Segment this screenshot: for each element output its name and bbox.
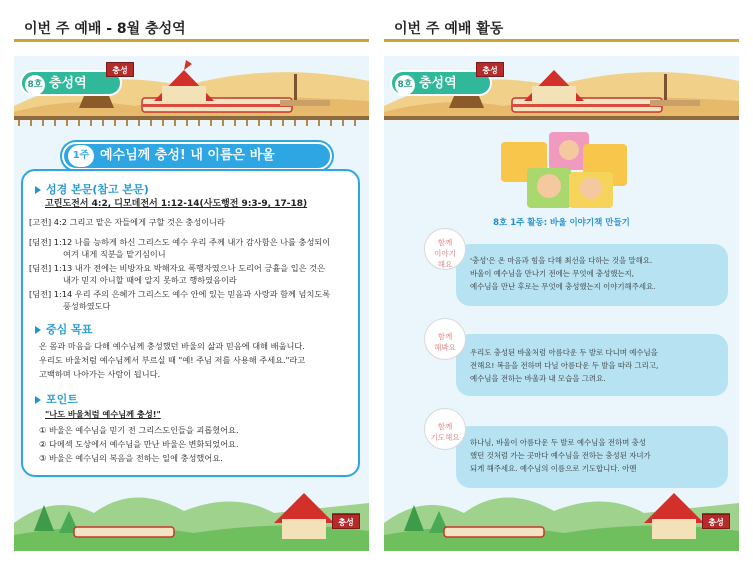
bullet-triangle-icon (35, 396, 41, 404)
station-sign: 충성 (476, 62, 504, 77)
station-number: 8호 (25, 75, 45, 95)
bullet-triangle-icon (35, 186, 41, 194)
week-title-box (62, 142, 332, 170)
bottom-station-sign: 충성 (332, 514, 360, 529)
scripture-heading: 성경 본문(참고 본문) (35, 181, 149, 197)
bubble-line: 하나님, 바울이 아름다운 두 발로 예수님을 전하며 충성 (470, 438, 646, 447)
bubble-line: 했던 것처럼 가는 곳마다 예수님을 전하는 충성된 자녀가 (470, 451, 651, 460)
point-item: ③ 바울은 예수님의 복음을 전하는 일에 충성했어요. (39, 453, 223, 463)
activity-title: 8호 1주 활동: 바울 이야기책 만들기 (493, 218, 630, 228)
do-together-label: 함께 해봐요 (424, 318, 466, 360)
goal-heading: 중심 목표 (35, 321, 92, 337)
point-item: ① 바울은 예수님을 믿기 전 그리스도인들을 괴롭혔어요. (39, 425, 239, 435)
points-heading: 포인트 (35, 391, 78, 407)
bottom-station-sign: 충성 (702, 514, 730, 529)
left-heading-line (14, 39, 369, 42)
do-together-bubble (456, 334, 728, 396)
scripture-reference: 고린도전서 4:2, 디모데전서 1:12-14(사도행전 9:3-9, 17-18) (45, 199, 308, 209)
bubble-line: 우리도 충성된 바울처럼 아름다운 두 발로 다니며 예수님을 (470, 348, 658, 357)
goal-line: 고백하며 나아가는 사람이 됩니다. (39, 369, 161, 379)
bubble-line: 예수님을 전하는 바울과 내 모습을 그려요. (470, 374, 606, 383)
goal-line: 온 몸과 마음을 다해 예수님께 충성했던 바울의 삶과 믿음에 대해 배웁니다. (39, 341, 305, 351)
verse-line: 풍성하였도다 (63, 301, 111, 311)
lesson-content-card (21, 169, 360, 477)
verse-line: [딤전] 1:12 나를 능하게 하신 그리스도 예수 우리 주께 내가 감사함은 나를 충성되이 (29, 237, 331, 247)
right-heading-line (384, 39, 739, 42)
bottom-landscape-illustration (384, 483, 739, 551)
station-number: 8호 (395, 75, 415, 95)
worship-sheet-panel (14, 56, 369, 551)
talk-together-bubble (456, 244, 728, 306)
points-quote: "나도 바울처럼 예수님께 충성!" (45, 409, 161, 419)
left-page-heading: 이번 주 예배 - 8월 충성역 (24, 21, 186, 37)
verse-line: 여겨 내게 직분을 맡기심이니 (63, 249, 166, 259)
bullet-triangle-icon (35, 326, 41, 334)
week-badge: 1주 (68, 145, 94, 167)
verse-line: [딤전] 1:13 내가 전에는 비방자요 박해자요 폭행자였으나 도리어 긍휼을 입은 것은 (29, 263, 325, 273)
talk-together-label: 함께 이야기 해요 (424, 228, 466, 270)
right-page-heading: 이번 주 예배 활동 (394, 21, 504, 37)
point-item: ② 다메섹 도상에서 예수님을 만난 바울은 변화되었어요. (39, 439, 239, 449)
station-name: 충성역 (49, 76, 87, 91)
pray-together-label: 함께 기도해요 (424, 408, 466, 450)
bubble-line: 되게 해주세요. 예수님의 이름으로 기도합니다. 아멘 (470, 464, 637, 473)
verse-line: [고전] 4:2 그리고 맡은 자들에게 구할 것은 충성이니라 (29, 217, 225, 227)
station-name: 충성역 (419, 76, 457, 91)
bottom-landscape-illustration (14, 483, 369, 551)
pray-together-bubble (456, 426, 728, 488)
activity-sheet-panel (384, 56, 739, 551)
verse-line: 내가 믿지 아니할 때에 알지 못하고 행하였음이라 (63, 275, 237, 285)
bubble-line: '충성'은 온 마음과 힘을 다해 최선을 다하는 것을 말해요. (470, 256, 653, 265)
bubble-line: 전해요! 복음을 전하며 다닐 아름다운 두 발을 따라 그리고, (470, 361, 659, 370)
bubble-line: 예수님을 만난 후로는 무엇에 충성했는지 이야기해주세요. (470, 282, 656, 291)
bubble-line: 바울이 예수님을 만나기 전에는 무엇에 충성했는지, (470, 269, 635, 278)
verse-line: [딤전] 1:14 우리 주의 은혜가 그리스도 예수 안에 있는 믿음과 사랑과 함께 넘치도록 (29, 289, 331, 299)
station-sign: 충성 (106, 62, 134, 77)
paul-storybook-illustration (499, 132, 629, 210)
goal-line: 우리도 바울처럼 예수님께서 부르실 때 "예! 주님 저를 사용해 주세요."라고 (39, 355, 306, 365)
week-title: 예수님께 충성! 내 이름은 바울 (100, 148, 275, 163)
